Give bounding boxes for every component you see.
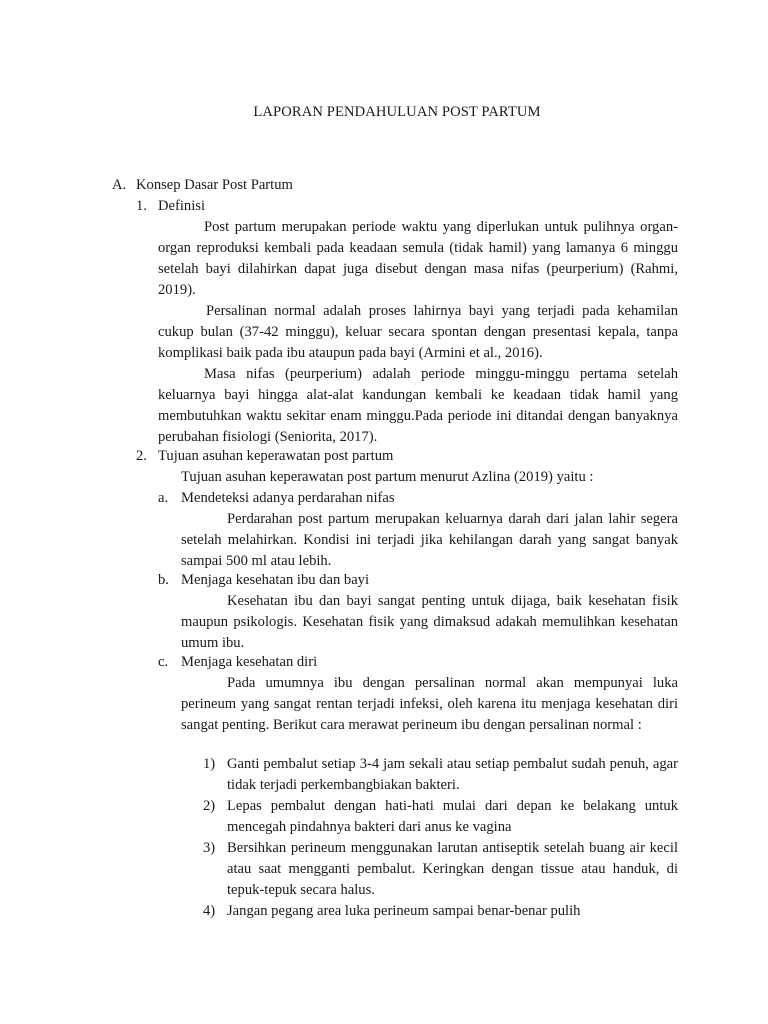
subitem-c-marker: c. — [158, 654, 169, 670]
subitem-b-marker: b. — [158, 572, 169, 588]
definition-paragraph-3: Masa nifas (peurperium) adalah periode minggu-minggu pertama setelah keluarnya bayi hingga alat-alat kandungan kembali ke keadaan tidak hamil yang membutuhkan waktu sekitar enam minggu.Pada periode ini ditandai dengan banyaknya perubahan fisiologi (Seniorita, 2017). — [158, 366, 678, 445]
document-title: LAPORAN PENDAHULUAN POST PARTUM — [253, 104, 541, 120]
subitem-a-heading: Mendeteksi adanya perdarahan nifas — [181, 490, 395, 506]
step-3-text: Bersihkan perineum menggunakan larutan antiseptik setelah buang air kecil atau saat mengganti pembalut. Keringkan dengan tissue atau handuk, di tepuk-tepuk secara halus. — [227, 840, 678, 898]
step-2-text: Lepas pembalut dengan hati-hati mulai dari depan ke belakang untuk mencegah pindahnya bakteri dari anus ke vagina — [227, 798, 678, 835]
subitem-b-heading: Menjaga kesehatan ibu dan bayi — [181, 572, 370, 588]
item-2-intro: Tujuan asuhan keperawatan post partum menurut Azlina (2019) yaitu : — [181, 469, 594, 485]
step-1-text: Ganti pembalut setiap 3-4 jam sekali atau setiap pembalut sudah penuh, agar tidak terjadi perkembangbiakan bakteri. — [227, 756, 678, 793]
subitem-c-heading: Menjaga kesehatan diri — [181, 654, 318, 670]
section-a-heading: Konsep Dasar Post Partum — [136, 177, 293, 193]
item-2-marker: 2. — [136, 448, 147, 464]
section-a-marker: A. — [112, 177, 127, 193]
definition-paragraph-2: Persalinan normal adalah proses lahirnya bayi yang terjadi pada kehamilan cukup bulan (37-42 minggu), keluar secara spontan dengan presentasi kepala, tanpa komplikasi baik pada ibu ataupun pada bayi (Armini et al., 2016). — [158, 303, 678, 361]
step-4-marker: 4) — [203, 903, 216, 919]
subitem-b-text: Kesehatan ibu dan bayi sangat penting untuk dijaga, baik kesehatan fisik maupun psikologis. Kesehatan fisik yang dimaksud adakah memulihkan kesehatan umum ibu. — [181, 593, 678, 651]
item-2-heading: Tujuan asuhan keperawatan post partum — [158, 448, 394, 464]
subitem-c-text: Pada umumnya ibu dengan persalinan normal akan mempunyai luka perineum yang sangat rentan terjadi infeksi, oleh karena itu menjaga kesehatan diri sangat penting. Berikut cara merawat perineum ibu dengan persalinan normal : — [181, 675, 678, 733]
item-1-marker: 1. — [136, 198, 147, 214]
item-1-heading: Definisi — [158, 198, 206, 214]
definition-paragraph-1: Post partum merupakan periode waktu yang diperlukan untuk pulihnya organ-organ reproduksi kembali pada keadaan semula (tidak hamil) yang lamanya 6 minggu setelah bayi dilahirkan dapat juga disebut dengan masa nifas (peurperium) (Rahmi, 2019). — [158, 219, 678, 298]
step-3-marker: 3) — [203, 840, 216, 856]
step-1-marker: 1) — [203, 756, 216, 772]
subitem-a-text: Perdarahan post partum merupakan keluarnya darah dari jalan lahir segera setelah melahirkan. Kondisi ini terjadi jika kehilangan darah yang sangat banyak sampai 500 ml atau lebih. — [181, 511, 678, 569]
subitem-a-marker: a. — [158, 490, 169, 506]
step-4-text: Jangan pegang area luka perineum sampai benar-benar pulih — [227, 903, 581, 919]
step-2-marker: 2) — [203, 798, 216, 814]
